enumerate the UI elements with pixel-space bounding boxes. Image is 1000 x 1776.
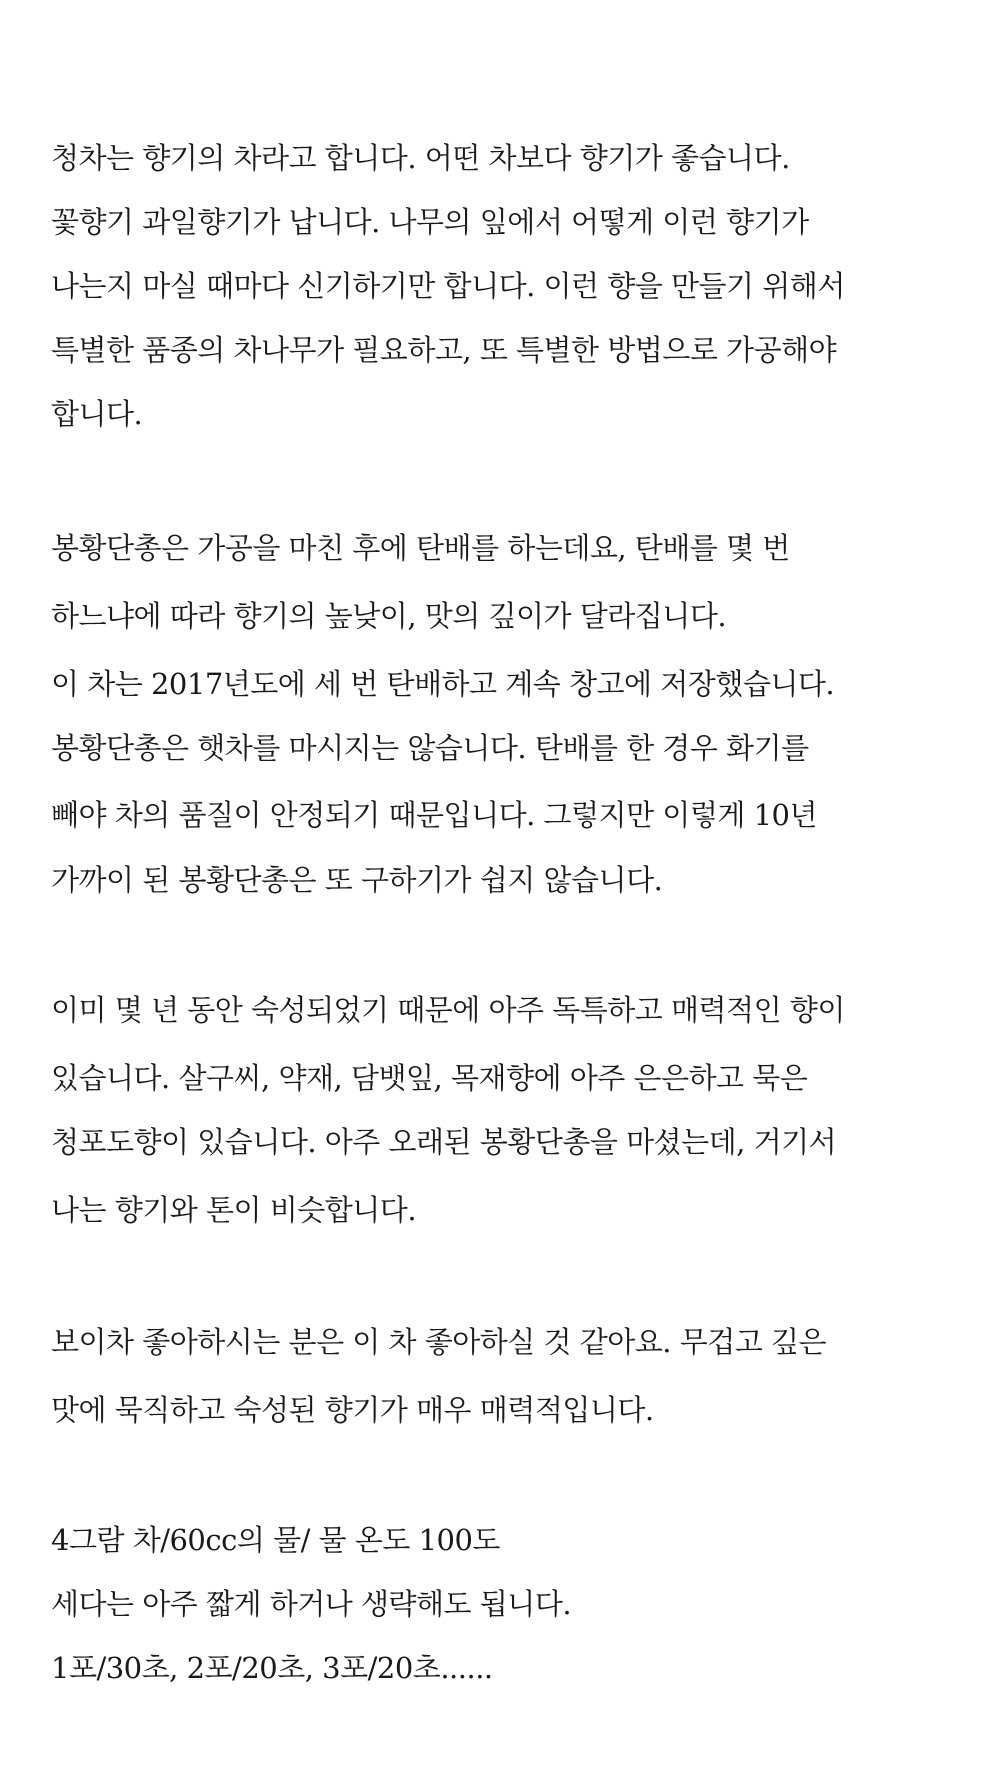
text-line: 맛에 묵직하고 숙성된 향기가 매우 매력적입니다. [51, 1393, 654, 1427]
text-line: 1포/30초, 2포/20초, 3포/20초...... [51, 1651, 493, 1685]
text-line: 이미 몇 년 동안 숙성되었기 때문에 아주 독특하고 매력적인 향이 [51, 993, 845, 1027]
text-line: 하느냐에 따라 향기의 높낮이, 맛의 깊이가 달라집니다. [51, 599, 727, 633]
text-line: 청포도향이 있습니다. 아주 오래된 봉황단총을 마셨는데, 거기서 [51, 1125, 837, 1159]
text-line: 나는지 마실 때마다 신기하기만 합니다. 이런 향을 만들기 위해서 [51, 269, 845, 303]
text-line: 4그람 차/60cc의 물/ 물 온도 100도 [51, 1523, 500, 1557]
text-line: 꽃향기 과일향기가 납니다. 나무의 잎에서 어떻게 이런 향기가 [51, 205, 809, 239]
text-line: 봉황단총은 가공을 마친 후에 탄배를 하는데요, 탄배를 몇 번 [51, 531, 790, 565]
text-line: 봉황단총은 햇차를 마시지는 않습니다. 탄배를 한 경우 화기를 [51, 731, 809, 765]
text-line: 합니다. [51, 397, 143, 431]
text-line: 가까이 된 봉황단총은 또 구하기가 쉽지 않습니다. [51, 863, 663, 897]
text-line: 빼야 차의 품질이 안정되기 때문입니다. 그렇지만 이렇게 10년 [51, 798, 817, 832]
text-line: 있습니다. 살구씨, 약재, 담뱃잎, 목재향에 아주 은은하고 묵은 [51, 1061, 808, 1095]
text-line: 특별한 품종의 차나무가 필요하고, 또 특별한 방법으로 가공해야 [51, 333, 837, 367]
text-line: 세다는 아주 짧게 하거나 생략해도 됩니다. [51, 1587, 572, 1621]
text-line: 나는 향기와 톤이 비슷합니다. [51, 1193, 417, 1227]
text-line: 이 차는 2017년도에 세 번 탄배하고 계속 창고에 저장했습니다. [51, 667, 835, 701]
text-line: 청차는 향기의 차라고 합니다. 어떤 차보다 향기가 좋습니다. [51, 141, 790, 175]
text-line: 보이차 좋아하시는 분은 이 차 좋아하실 것 같아요. 무겁고 깊은 [51, 1325, 827, 1359]
